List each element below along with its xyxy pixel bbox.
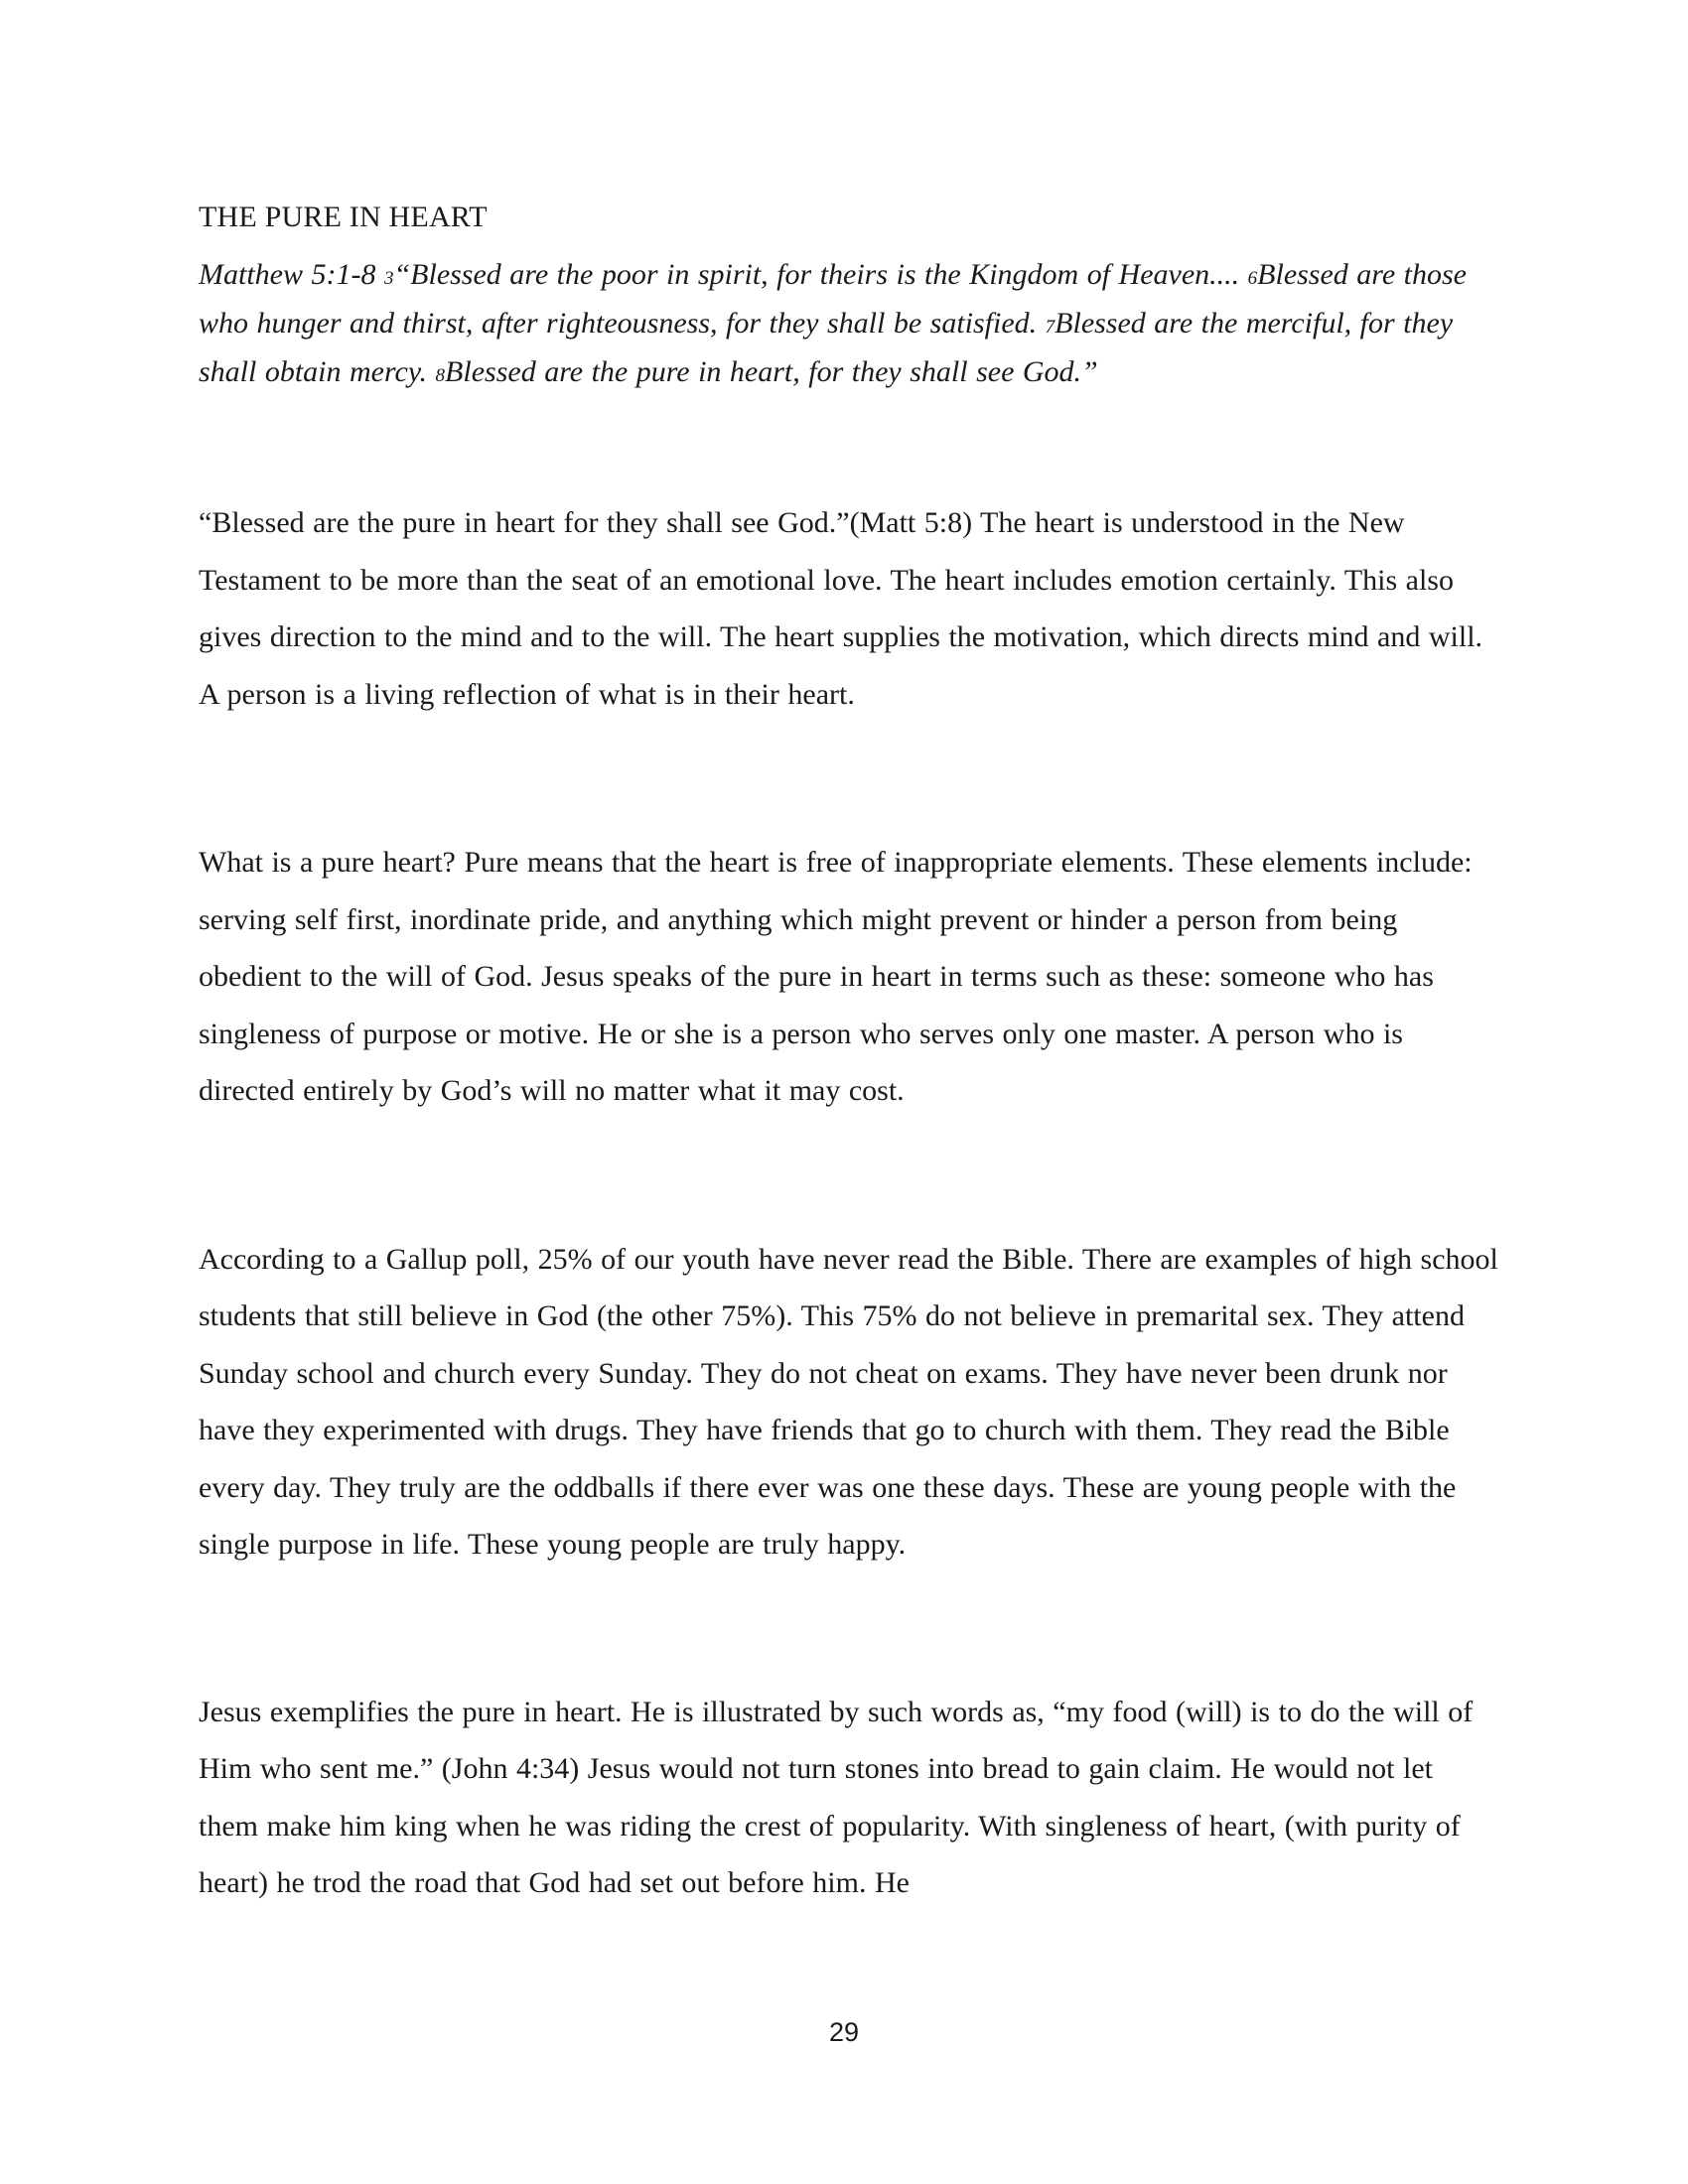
verse-text: Blessed are those who hunger and thirst, after righteousness, for they shall be satisfied. [199,258,1467,340]
scripture-reference: Matthew 5:1-8 [199,258,384,291]
section-title: THE PURE IN HEART [199,201,488,233]
verse-text: Blessed are the pure in heart, for they shall see God.” [445,355,1098,388]
body-paragraph: According to a Gallup poll, 25% of our youth have never read the Bible. There are examples of high school students that still believe in God (the other 75%). This 75% do not believe in premarital sex. They attend Sunday school and church every Sunday. They do not cheat on exams. They have never been drunk nor have they experimented with drugs. They have friends that go to church with them. They read the Bible every day. They truly are the oddballs if there ever was one these days. These are young people with the single purpose in life. These young people are truly happy. [199,1242,1498,1561]
body-paragraph: Jesus exemplifies the pure in heart. He is illustrated by such words as, “my food (will) is to do the will of Him who sent me.” (John 4:34) Jesus would not turn stones into bread to gain claim. He would not let them make him king when he was riding the crest of popularity. With singleness of heart, (with purity of heart) he trod the road that God had set out before him. He [199,1695,1474,1899]
verse-text: Blessed are the merciful, for they shall obtain mercy. [199,307,1454,388]
verse-number: 3 [383,268,394,289]
body-paragraph: What is a pure heart? Pure means that the heart is free of inappropriate elements. These elements include: serving self first, inordinate pride, and anything which might prevent or hinder a person from being obedient to the will of God. Jesus speaks of the pure in heart in terms such as these: someone who has singleness of purpose or motive. He or she is a person who serves only one master. A person who is directed entirely by God’s will no matter what it may cost. [199,846,1473,1107]
verse-number: 7 [1045,317,1055,338]
page-number: 29 [828,2017,860,2047]
verse-number: 8 [435,365,446,386]
body-paragraph: “Blessed are the pure in heart for they shall see God.”(Matt 5:8) The heart is understood in the New Testament to be more than the seat of an emotional love. The heart includes emotion certainly. This also gives direction to the mind and to the will. The heart supplies the motivation, which directs mind and will. A person is a living reflection of what is in their heart. [199,506,1483,711]
verse-text: “Blessed are the poor in spirit, for theirs is the Kingdom of Heaven.... [393,258,1248,291]
verse-number: 6 [1247,268,1258,289]
scripture-quote [199,252,1499,398]
document-page [199,195,1499,1912]
